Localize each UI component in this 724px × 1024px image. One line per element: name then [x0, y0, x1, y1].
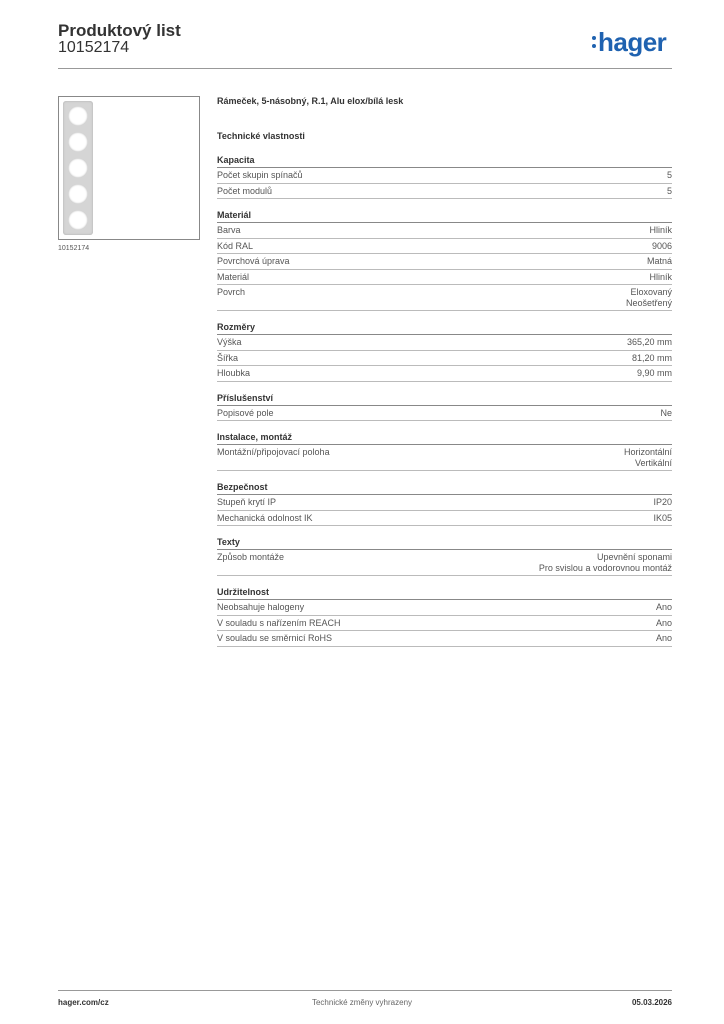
frame-slot — [68, 106, 88, 126]
property-label: Výška — [217, 337, 242, 347]
property-value: Ano — [655, 602, 672, 612]
property-row — [217, 184, 672, 200]
property-value: IP20 — [653, 497, 672, 507]
property-row — [217, 351, 672, 367]
property-value: 81,20 mm — [631, 352, 672, 363]
logo-dots-icon — [592, 36, 596, 48]
property-section — [217, 393, 672, 422]
property-label: Montážní/připojovací poloha — [217, 447, 330, 457]
property-label: Počet modulů — [217, 185, 273, 196]
property-label: Popisové pole — [217, 407, 274, 418]
hager-logo — [592, 28, 666, 56]
product-name: Rámeček, 5-násobný, R.1, Alu elox/bílá lesk — [217, 96, 404, 106]
property-row — [217, 495, 672, 511]
frame-slot — [68, 184, 88, 204]
property-row — [217, 511, 672, 527]
frame-slot — [68, 210, 88, 230]
property-row — [217, 223, 672, 239]
property-label: Povrchová úprava — [217, 256, 290, 266]
product-image — [58, 96, 200, 240]
property-value: 9,90 mm — [636, 368, 672, 378]
property-row — [217, 366, 672, 382]
tech-properties-heading: Technické vlastnosti — [217, 131, 305, 141]
property-row — [217, 168, 672, 184]
page-title: Produktový list — [58, 21, 181, 40]
property-row — [217, 445, 672, 471]
frame-icon — [63, 101, 93, 235]
section-title: Instalace, montáž — [217, 432, 672, 445]
property-row — [217, 406, 672, 422]
property-label: Šířka — [217, 352, 239, 363]
property-row — [217, 270, 672, 286]
property-label: Hloubka — [217, 368, 251, 378]
frame-slot — [68, 132, 88, 152]
image-caption: 10152174 — [58, 245, 90, 252]
property-label: Stupeň krytí IP — [217, 497, 277, 507]
section-title: Texty — [217, 537, 672, 550]
property-label: Neobsahuje halogeny — [217, 602, 305, 612]
property-label: V souladu se směrnicí RoHS — [217, 633, 333, 643]
property-label: Barva — [217, 225, 241, 235]
property-row — [217, 335, 672, 351]
property-value: Ne — [660, 407, 672, 418]
product-code: 10152174 — [58, 39, 130, 56]
footer-divider — [58, 990, 672, 991]
property-value: Matná — [646, 256, 672, 266]
property-label: Povrch — [217, 287, 246, 297]
header-divider — [58, 68, 672, 69]
logo-text: hager — [598, 26, 667, 57]
property-value: Eloxovaný Neošetřený — [625, 287, 672, 308]
property-row — [217, 600, 672, 616]
property-value: Hliník — [649, 271, 672, 282]
section-title: Kapacita — [217, 155, 672, 168]
product-details — [217, 96, 672, 658]
property-label: Materiál — [217, 271, 250, 282]
property-label: Počet skupin spínačů — [217, 170, 303, 180]
property-section — [217, 537, 672, 576]
property-value: 9006 — [651, 240, 672, 251]
property-row — [217, 550, 672, 576]
frame-slot — [68, 158, 88, 178]
property-value: Ano — [655, 633, 672, 643]
property-label: Způsob montáže — [217, 552, 285, 562]
footer-date: 05.03.2026 — [631, 998, 672, 1007]
property-value: 365,20 mm — [626, 337, 672, 347]
property-section — [217, 322, 672, 382]
property-section — [217, 155, 672, 199]
section-title: Rozměry — [217, 322, 672, 335]
property-label: Kód RAL — [217, 240, 254, 251]
property-label: Mechanická odolnost IK — [217, 512, 313, 523]
footer-notice: Technické změny vyhrazeny — [311, 998, 413, 1007]
property-label: V souladu s nařízením REACH — [217, 617, 341, 628]
property-value: Upevnění sponami Pro svislou a vodorovnou montáž — [538, 552, 672, 573]
property-row — [217, 616, 672, 632]
property-row — [217, 285, 672, 311]
property-value: Horizontální Vertikální — [623, 447, 672, 468]
property-value: IK05 — [653, 512, 672, 523]
section-title: Udržitelnost — [217, 587, 672, 600]
property-row — [217, 631, 672, 647]
properties-sections — [217, 155, 672, 647]
property-value: Hliník — [649, 225, 672, 235]
property-value: 5 — [666, 185, 672, 196]
property-section — [217, 432, 672, 471]
property-row — [217, 239, 672, 255]
property-value: Ano — [655, 617, 672, 628]
property-section — [217, 210, 672, 311]
section-title: Příslušenství — [217, 393, 672, 406]
property-section — [217, 482, 672, 526]
property-row — [217, 254, 672, 270]
section-title: Materiál — [217, 210, 672, 223]
property-section — [217, 587, 672, 647]
section-title: Bezpečnost — [217, 482, 672, 495]
footer-website[interactable]: hager.com/cz — [58, 998, 109, 1007]
property-value: 5 — [666, 170, 672, 180]
